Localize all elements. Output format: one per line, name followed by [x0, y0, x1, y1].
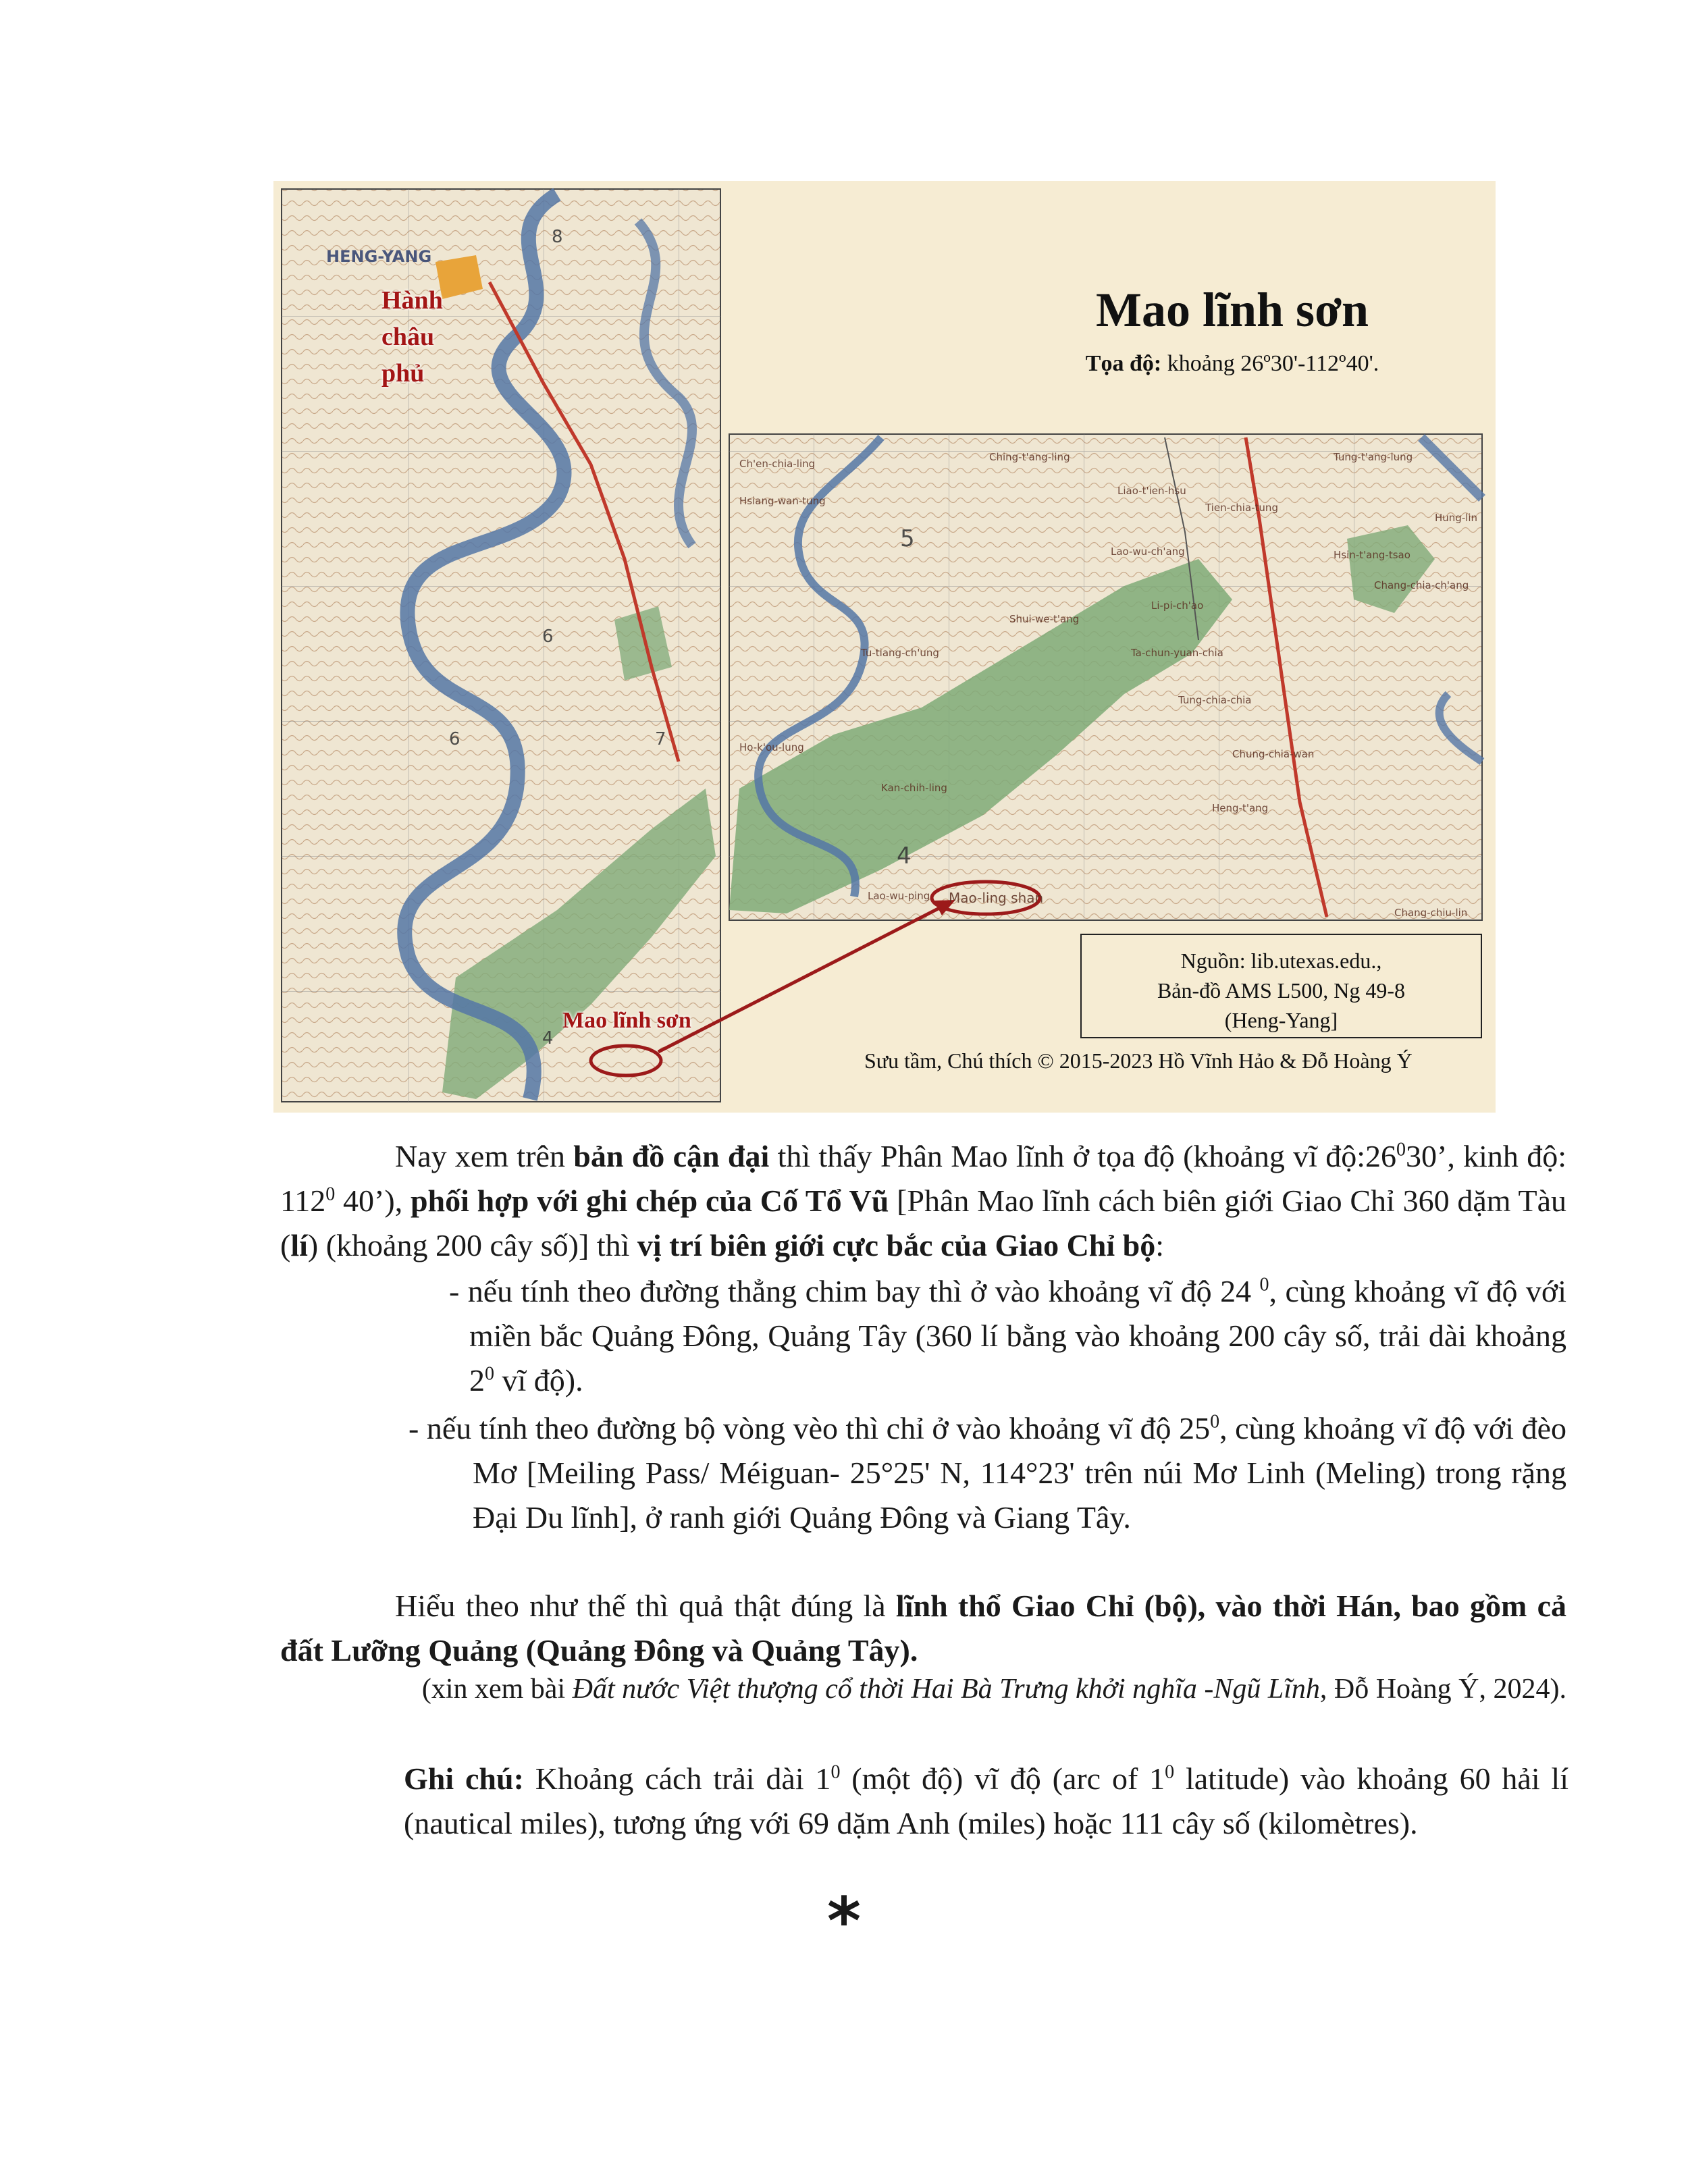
paragraph-2: Hiểu theo như thế thì quả thật đúng là lĩnh thổ Giao Chỉ (bộ), vào thời Hán, bao gồm cả đất Lưỡng Quảng (Quảng Đông và Quảng Tây).	[280, 1589, 1566, 1668]
map-figure	[273, 181, 1496, 1113]
label-heng-yang: HENG-YANG	[326, 247, 432, 266]
grid-number: 4	[897, 843, 912, 870]
place-name: Chang-chiu-lin	[1394, 907, 1468, 919]
grid-number: 5	[900, 525, 915, 552]
place-name: Chang-chia-ch'ang	[1374, 579, 1469, 591]
place-name: Hsin-t'ang-tsao	[1334, 549, 1410, 561]
place-name: Tung-chia-chia	[1178, 694, 1252, 706]
note-label: Ghi chú:	[404, 1761, 524, 1796]
place-name: Hsiang-wan-tung	[739, 495, 826, 507]
paragraph-1: Nay xem trên bản đồ cận đại thì thấy Phân Mao lĩnh ở tọa độ (khoảng vĩ $độ:26^030$’, kinh độ: $112^0$ 40’), phối hợp với ghi chép của Cố Tổ Vũ [Phân Mao lĩnh cách biên giới Giao Chỉ 360 dặm Tàu (lí) (khoảng 200 cây số)] thì vị trí biên giới cực bắc của Giao Chỉ bộ:	[280, 1139, 1566, 1262]
right-map	[729, 434, 1482, 920]
label-mao-ling-shan: Mao-ling shan	[949, 890, 1044, 906]
coord-label: Tọa độ:	[1085, 351, 1162, 376]
place-name: Li-pi-ch'ao	[1151, 600, 1204, 612]
place-name: Lao-wu-ch'ang	[1111, 545, 1185, 558]
source-line: Nguồn: lib.utexas.edu.,	[1180, 949, 1382, 973]
grid-number: 7	[655, 729, 666, 749]
reference-line: (xin xem bài Đất nước Việt thượng cổ thời Hai Bà Trưng khởi nghĩa -Ngũ Lĩnh, Đỗ Hoàng Ý, 2024).	[421, 1674, 1566, 1705]
figure-coordinates	[969, 351, 1496, 377]
place-name: Chung-chia-wan	[1232, 748, 1315, 760]
place-name: Ta-chun-yuan-chia	[1131, 647, 1223, 659]
list-item-2: - nếu tính theo đường bộ vòng vèo thì chỉ ở vào khoảng vĩ độ $25^0$, cùng khoảng vĩ độ với đèo Mơ [Meiling Pass/ Méiguan- 25°25' N, 114°23' trên núi Mơ Linh (Meling) trong rặng Đại Du lĩnh], ở ranh giới Quảng Đông và Giang Tây.	[408, 1411, 1566, 1535]
note-paragraph: Ghi chú: Khoảng cách trải dài $1^0$ (một độ) vĩ độ (arc of $1^0$ latitude) vào khoảng 60 hải lí (nautical miles), tương ứng với 69 dặm Anh (miles) hoặc 111 cây số (kilomètres).	[404, 1761, 1568, 1840]
label-mao-linh-son: Mao lĩnh sơn	[562, 1008, 691, 1033]
left-map	[282, 189, 720, 1102]
source-line: (Heng-Yang]	[1224, 1008, 1338, 1032]
list-item-1: - nếu tính theo đường thẳng chim bay thì ở vào khoảng vĩ độ 24 $^0$, cùng khoảng vĩ độ với miền bắc Quảng Đông, Quảng Tây (360 lí bằng vào khoảng 200 cây số, trải dài khoảng $2^0$ vĩ độ).	[449, 1274, 1566, 1397]
place-name: Liao-t'ien-hsu	[1117, 485, 1186, 497]
place-name: Tu-tiang-ch'ung	[861, 647, 939, 659]
coord-value: khoảng 26º30'-112º40'.	[1161, 351, 1379, 376]
label-hanh-line3: phủ	[381, 359, 425, 388]
grid-number: 8	[552, 227, 563, 247]
place-name: Kan-chih-ling	[881, 782, 947, 794]
source-box	[1080, 934, 1482, 1038]
grid-number: 6	[542, 627, 554, 647]
place-name: Shui-we-t'ang	[1009, 613, 1080, 625]
place-name: Ho-k'ou-lung	[739, 741, 804, 753]
place-name: Tung-t'ang-lung	[1334, 451, 1413, 463]
label-hanh-chau-phu	[381, 282, 443, 392]
figure-title: Mao lĩnh sơn	[1096, 283, 1369, 337]
place-name: Tien-chia-tung	[1205, 502, 1278, 514]
place-name: Hung-lin	[1435, 512, 1478, 524]
place-name: Ching-t'ang-ling	[989, 451, 1070, 463]
grid-number: 6	[449, 729, 460, 749]
label-hanh-line1: Hành	[381, 286, 443, 315]
source-line: Bản-đồ AMS L500, Ng 49-8	[1157, 978, 1406, 1003]
place-name: Ch'en-chia-ling	[739, 458, 816, 470]
section-separator: *	[826, 1884, 862, 1959]
place-name: Heng-t'ang	[1212, 802, 1269, 814]
grid-number: 4	[542, 1028, 554, 1048]
label-hanh-line2: châu	[381, 323, 435, 351]
place-name: Lao-wu-ping	[868, 890, 930, 902]
credit-line: Sưu tầm, Chú thích © 2015-2023 Hồ Vĩnh Hảo & Đỗ Hoàng Ý	[864, 1048, 1413, 1073]
